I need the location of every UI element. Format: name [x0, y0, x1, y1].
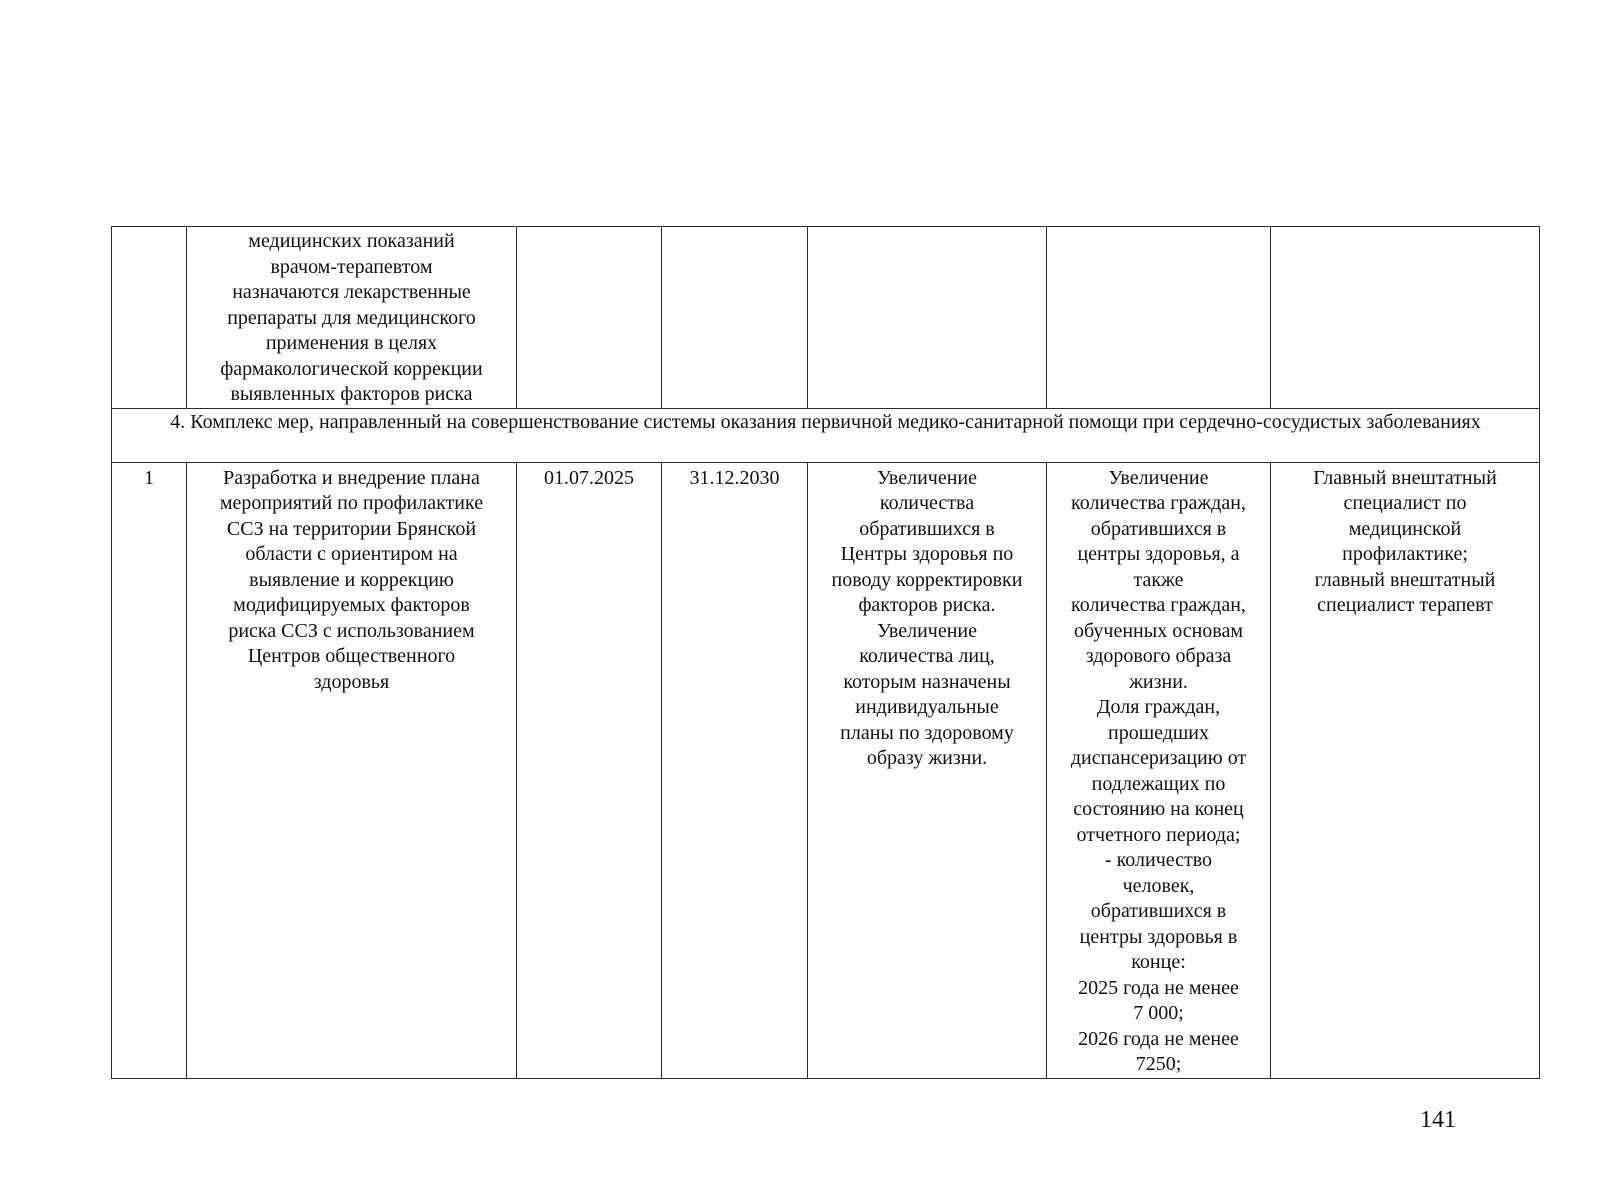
result-cell [808, 227, 1047, 409]
cell-line: Центры здоровья по [840, 543, 1014, 565]
cell-line: состоянию на конец [1073, 798, 1244, 820]
cell-line: образу жизни. [866, 747, 988, 769]
cell-line: отчетного периода; [1076, 823, 1241, 846]
cell-line: - количество [1104, 849, 1213, 871]
cell-line: поводу корректировки [831, 568, 1023, 591]
cell-line: конце: [1131, 951, 1186, 973]
cell-line: специалист терапевт [1317, 594, 1493, 616]
cell-line: диспансеризацию от [1070, 747, 1247, 769]
cell-line: количества [879, 492, 975, 514]
cell-line: специалист по [1343, 492, 1467, 514]
section-heading: 4. Комплекс мер, направленный на совершенствование системы оказания первичной медико-санитарной помощи при сердечно-сосудистых заболеваниях [112, 408, 1540, 462]
cell-line: количества граждан, [1071, 594, 1246, 616]
cell-line: здоровья [313, 670, 390, 693]
cell-line: Увеличение [876, 466, 977, 489]
cell-line: центры здоровья в [1079, 925, 1238, 948]
cell-line: модифицируемых факторов [233, 594, 470, 616]
continuation-row [112, 227, 1540, 409]
cell-line: медицинской [1348, 517, 1462, 540]
page-number: 141 [1420, 1107, 1456, 1133]
cell-line: препараты для медицинского [227, 306, 476, 329]
cell-line: Увеличение [876, 619, 977, 642]
cell-line: жизни. [1129, 670, 1188, 693]
cell-line: 7250; [1135, 1053, 1182, 1075]
indicator-cell [1047, 462, 1271, 1078]
cell-line: которым назначены [843, 670, 1011, 693]
responsible-cell [1271, 227, 1540, 409]
end-date-cell [662, 227, 808, 409]
cell-line: медицинских показаний [248, 230, 455, 252]
cell-line: области с ориентиром на [245, 543, 458, 565]
cell-line: обратившихся в [1090, 900, 1227, 922]
cell-line: применения в целях [265, 332, 438, 354]
cell-line: количества граждан, [1071, 492, 1246, 514]
cell-line: ССЗ на территории Брянской [226, 517, 477, 540]
cell-line: подлежащих по [1091, 772, 1226, 795]
responsible-cell [1271, 462, 1540, 1078]
cell-line: мероприятий по профилактике [219, 492, 484, 514]
cell-line: 7 000; [1133, 1002, 1184, 1024]
cell-line: также [1133, 568, 1184, 591]
row-number-cell: 1 [112, 462, 187, 1078]
cell-line: 2025 года не менее [1078, 976, 1239, 999]
table-row [112, 462, 1540, 1078]
start-date-cell [517, 227, 662, 409]
cell-line: центры здоровья, а [1077, 543, 1240, 565]
cell-line: индивидуальные [855, 696, 999, 718]
cell-line: профилактике; [1342, 543, 1468, 565]
end-date-cell: 31.12.2030 [662, 462, 808, 1078]
cell-line: обученных основам [1074, 619, 1243, 642]
section-heading-row [112, 408, 1540, 462]
cell-line: количества лиц, [859, 645, 995, 667]
cell-line: Доля граждан, [1096, 696, 1221, 718]
cell-line: обратившихся в [859, 517, 995, 540]
cell-line: врачом-терапевтом [270, 255, 433, 278]
cell-line: Разработка и внедрение плана [223, 466, 480, 489]
cell-line: планы по здоровому [840, 721, 1014, 744]
cell-line: здорового образа [1085, 645, 1232, 667]
indicator-cell [1047, 227, 1271, 409]
measure-cell [187, 227, 517, 409]
cell-line: Увеличение [1108, 466, 1209, 489]
cell-line: Центров общественного [247, 645, 456, 667]
cell-line: фармакологической коррекции [220, 357, 483, 380]
cell-line: риска ССЗ с использованием [228, 619, 475, 642]
cell-line: выявление и коррекцию [249, 568, 454, 591]
cell-line: прошедших [1108, 721, 1209, 744]
cell-line: человек, [1122, 874, 1195, 897]
cell-line: назначаются лекарственные [232, 281, 471, 303]
result-cell [808, 462, 1047, 1078]
measures-table [111, 226, 1540, 1079]
cell-line: Главный внештатный [1313, 466, 1497, 489]
cell-line: факторов риска. [858, 594, 996, 616]
cell-line: главный внештатный [1314, 568, 1496, 591]
cell-line: обратившихся в [1090, 517, 1227, 540]
start-date-cell: 01.07.2025 [517, 462, 662, 1078]
cell-line: выявленных факторов риска [230, 383, 473, 405]
cell-line: 2026 года не менее [1078, 1027, 1239, 1050]
measure-cell [187, 462, 517, 1078]
row-number-cell [112, 227, 187, 409]
